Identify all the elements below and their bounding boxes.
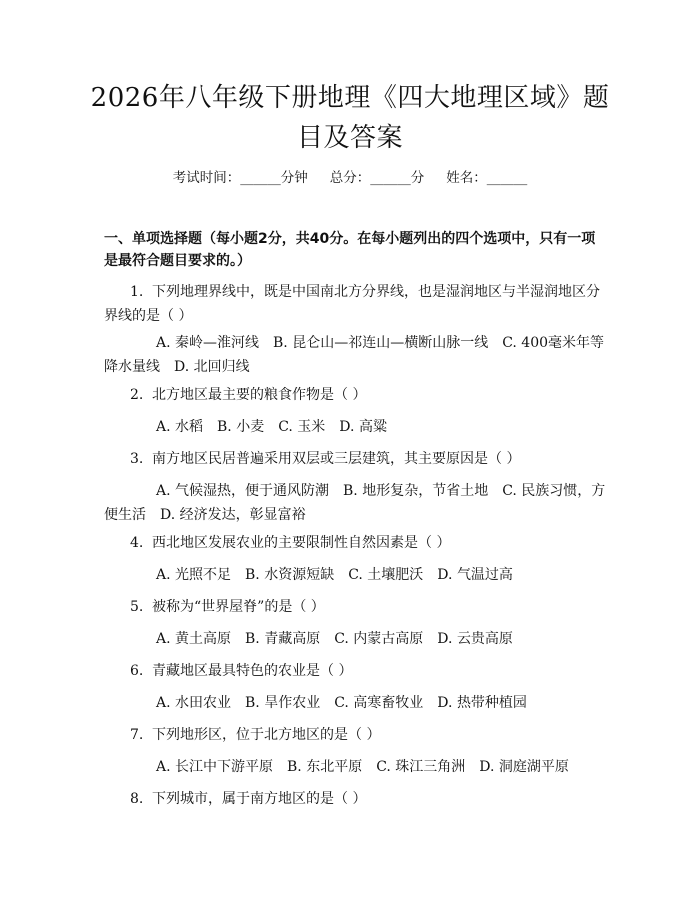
question-stem: 下列地形区，位于北方地区的是（ ） — [152, 727, 381, 743]
question-stem: 北方地区最主要的粮食作物是（ ） — [152, 387, 367, 403]
question-6 — [104, 659, 606, 683]
question-5 — [104, 595, 606, 619]
question-stem: 下列城市，属于南方地区的是（ ） — [152, 791, 367, 807]
question-number: 5. — [130, 599, 144, 615]
question-2-options: A. 水稻 B. 小麦 C. 玉米 D. 高粱 — [156, 419, 387, 435]
question-stem: 被称为“世界屋脊”的是（ ） — [152, 599, 325, 615]
question-stem: 南方地区民居普遍采用双层或三层建筑，其主要原因是（ ） — [152, 451, 521, 467]
question-4-options: A. 光照不足 B. 水资源短缺 C. 土壤肥沃 D. 气温过高 — [156, 567, 513, 583]
page-title: 2026年八年级下册地理《四大地理区域》题目及答案 — [90, 83, 610, 153]
exam-score-field: 总分：______分 — [329, 170, 425, 186]
exam-name-field: 姓名：______ — [446, 170, 528, 186]
question-5-options: A. 黄土高原 B. 青藏高原 C. 内蒙古高原 D. 云贵高原 — [156, 631, 513, 647]
question-number: 8. — [130, 791, 144, 807]
question-stem: 下列地理界线中，既是中国南北方分界线，也是湿润地区与半湿润地区分界线的是（ ） — [104, 284, 600, 324]
question-3-options: A. 气候湿热，便于通风防潮 B. 地形复杂，节省土地 C. 民族习惯，方便生活 D. 经济发达，彰显富裕 — [104, 483, 606, 523]
question-number: 1. — [130, 284, 144, 300]
exam-info — [0, 168, 700, 188]
question-8 — [104, 787, 606, 811]
question-1 — [104, 280, 606, 328]
question-stem: 青藏地区最具特色的农业是（ ） — [152, 663, 353, 679]
section-heading: 一、单项选择题（每小题2分，共40分。在每小题列出的四个选项中，只有一项是最符合题目要求的。） — [104, 231, 596, 269]
question-number: 4. — [130, 535, 144, 551]
question-number: 6. — [130, 663, 144, 679]
question-1-options: A. 秦岭—淮河线 B. 昆仑山—祁连山—横断山脉一线 C. 400毫米年等降水量线 D. 北回归线 — [104, 335, 605, 375]
question-number: 7. — [130, 727, 144, 743]
question-7-options: A. 长江中下游平原 B. 东北平原 C. 珠江三角洲 D. 洞庭湖平原 — [156, 759, 569, 775]
question-6-options: A. 水田农业 B. 旱作农业 C. 高寒畜牧业 D. 热带种植园 — [156, 695, 527, 711]
question-7 — [104, 723, 606, 747]
question-4 — [104, 531, 606, 555]
question-2 — [104, 383, 606, 407]
question-stem: 西北地区发展农业的主要限制性自然因素是（ ） — [152, 535, 451, 551]
question-number: 3. — [130, 451, 144, 467]
exam-time-field: 考试时间：______分钟 — [172, 170, 308, 186]
question-number: 2. — [130, 387, 144, 403]
question-3 — [104, 447, 606, 471]
